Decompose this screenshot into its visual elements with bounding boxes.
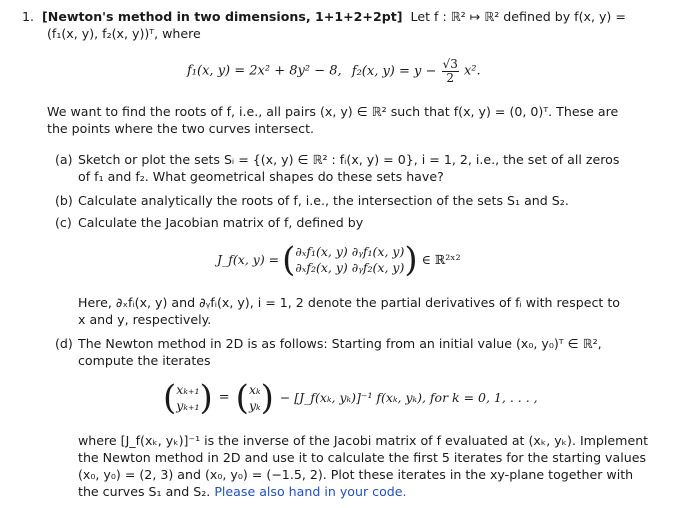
jacobian-lhs: J_f(x, y) = (217, 251, 280, 267)
part-a-text-1: Sketch or plot the sets Sᵢ = {(x, y) ∈ ℝ² : fᵢ(x, y) = 0}, i = 1, 2, i.e., the set of all zeros (78, 152, 620, 167)
part-b-label: (b) (55, 193, 73, 208)
fraction-numerator: √3 (442, 57, 458, 71)
part-a-label: (a) (55, 152, 73, 167)
intro-text-b: (f₁(x, y), f₂(x, y))ᵀ, where (47, 26, 201, 41)
part-a-text-2: of f₁ and f₂. What geometrical shapes do these sets have? (78, 169, 444, 184)
problem-heading-line (22, 9, 626, 25)
problem-number: 1. (22, 9, 35, 24)
fraction-denominator: 2 (446, 70, 454, 85)
jacobian-row-2: ∂ₓf₂(x, y) ∂ᵧf₂(x, y) (295, 260, 405, 275)
part-d-where-2: the Newton method in 2D and use it to calculate the first 5 iterates for the starting values (78, 450, 647, 465)
equation-x-squared: x². (463, 63, 481, 79)
jacobian-rhs: ∈ ℝ²ˣ² (421, 251, 461, 267)
equation-f2-left: f₂(x, y) = y − (351, 63, 437, 79)
left-paren: ( (282, 240, 296, 280)
part-c-here-2: x and y, respectively. (78, 312, 212, 327)
part-d-text-2: compute the iterates (78, 353, 211, 368)
problem-title: [Newton's method in two dimensions, 1+1+2+2pt] (42, 9, 403, 24)
equals-sign: = (218, 389, 230, 405)
iterate-next-y: yₖ₊₁ (176, 398, 200, 413)
iterate-current-x: xₖ (248, 382, 261, 398)
iteration-rest: − [J_f(xₖ, yₖ)]⁻¹ f(xₖ, yₖ), for k = 0, 1, . . . , (279, 389, 538, 405)
iterate-next-vector (176, 382, 199, 413)
left-paren: ( (163, 378, 177, 418)
intro-text-a: Let f : ℝ² ↦ ℝ² defined by f(x, y) = (410, 9, 626, 24)
part-d-where-3: (x₀, y₀) = (2, 3) and (x₀, y₀) = (−1.5, 2). Plot these iterates in the xy-plane together with (78, 467, 634, 482)
part-c-label: (c) (55, 215, 72, 230)
iterate-next-x: xₖ₊₁ (176, 382, 200, 398)
part-d-label: (d) (55, 336, 73, 351)
part-d-where-4: the curves S₁ and S₂. (78, 484, 211, 499)
hand-in-code-note: Please also hand in your code. (214, 484, 407, 499)
part-d-text-1: The Newton method in 2D is as follows: Starting from an initial value (x₀, y₀)ᵀ ∈ ℝ², (78, 336, 602, 351)
right-paren: ) (404, 240, 418, 280)
newton-iteration-equation (163, 378, 538, 418)
equation-f1-f2 (187, 58, 481, 84)
jacobian-equation (217, 240, 461, 280)
right-paren: ) (199, 378, 213, 418)
part-d-where-1: where [J_f(xₖ, yₖ)]⁻¹ is the inverse of the Jacobi matrix of f evaluated at (xₖ, yₖ). Implement (78, 433, 649, 448)
iterate-current-vector (249, 382, 261, 413)
fraction-sqrt3-over-2 (442, 58, 459, 84)
roots-text-2: the points where the two curves intersect. (47, 121, 315, 136)
part-c-text: Calculate the Jacobian matrix of f, defined by (78, 215, 364, 230)
part-b-text: Calculate analytically the roots of f, i.e., the intersection of the sets S₁ and S₂. (78, 193, 569, 208)
left-paren: ( (235, 378, 249, 418)
equation-f1: f₁(x, y) = 2x² + 8y² − 8, (187, 63, 342, 79)
roots-text-1: We want to find the roots of f, i.e., all pairs (x, y) ∈ ℝ² such that f(x, y) = (0, 0)ᵀ. These are (47, 104, 619, 119)
part-c-here-1: Here, ∂ₓfᵢ(x, y) and ∂ᵧfᵢ(x, y), i = 1, 2 denote the partial derivatives of fᵢ with respect to (78, 295, 620, 310)
right-paren: ) (260, 378, 274, 418)
jacobian-row-1: ∂ₓf₁(x, y) ∂ᵧf₁(x, y) (295, 244, 405, 260)
part-d-where-4-line (78, 484, 407, 500)
iterate-current-y: yₖ (248, 398, 261, 413)
jacobian-matrix (295, 244, 404, 275)
